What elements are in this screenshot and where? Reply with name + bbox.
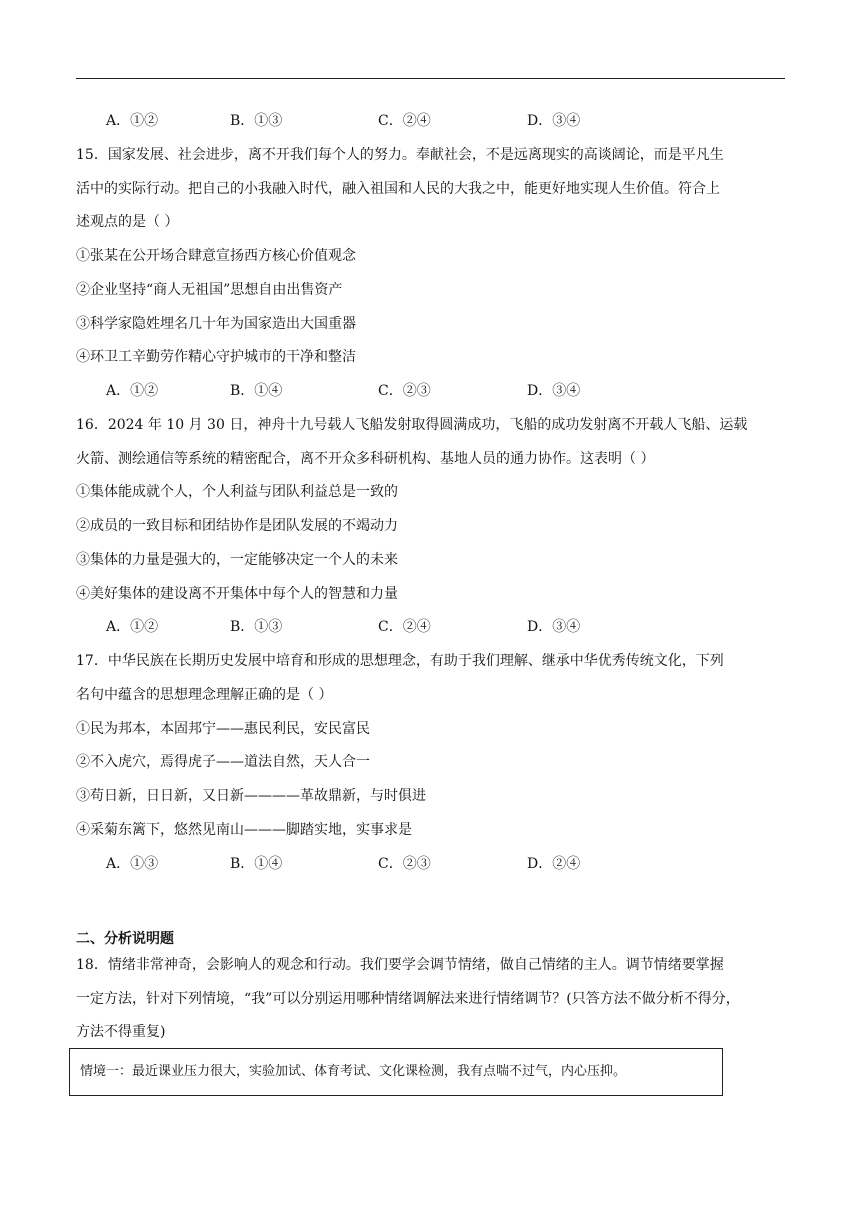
q15-option-a: A．①② — [106, 383, 159, 399]
q17-stem-line-2: 名句中蕴含的思想理念理解正确的是（ ） — [76, 687, 333, 703]
q17-stem-line-1: 17．中华民族在长期历史发展中培育和形成的思想理念，有助于我们理解、继承中华优秀传统文化，下列 — [76, 653, 724, 669]
q15-statement-2: ②企业坚持“商人无祖国”思想自由出售资产 — [76, 282, 343, 298]
q16-stem-line-2: 火箭、测绘通信等系统的精密配合，离不开众多科研机构、基地人员的通力协作。这表明（ ） — [76, 451, 655, 467]
q17-statement-2: ②不入虎穴，焉得虎子——道法自然，天人合一 — [76, 754, 370, 770]
q14-option-d: D．③④ — [527, 113, 581, 129]
q16-option-b: B．①③ — [230, 619, 283, 635]
q17-option-b: B．①④ — [230, 856, 283, 872]
q16-option-c: C．②④ — [378, 619, 431, 635]
q15-statement-1: ①张某在公开场合肆意宣扬西方核心价值观念 — [76, 248, 356, 264]
q15-stem-line-2: 活中的实际行动。把自己的小我融入时代，融入祖国和人民的大我之中，能更好地实现人生价值。符合上 — [76, 181, 720, 197]
q15-option-c: C．②③ — [378, 383, 431, 399]
section-title: 二、分析说明题 — [76, 931, 174, 947]
q15-option-b: B．①④ — [230, 383, 283, 399]
q15-stem-line-3: 述观点的是（ ） — [76, 214, 179, 230]
q14-option-c: C．②④ — [378, 113, 431, 129]
q16-statement-4: ④美好集体的建设离不开集体中每个人的智慧和力量 — [76, 586, 398, 602]
q17-option-d: D．②④ — [527, 856, 581, 872]
q15-statement-3: ③科学家隐姓埋名几十年为国家造出大国重器 — [76, 316, 356, 332]
q15-statement-4: ④环卫工辛勤劳作精心守护城市的干净和整洁 — [76, 349, 356, 365]
q16-statement-2: ②成员的一致目标和团结协作是团队发展的不竭动力 — [76, 518, 398, 534]
q16-stem-line-1: 16．2024 年 10 月 30 日，神舟十九号载人飞船发射取得圆满成功，飞船的成功发射离不开载人飞船、运载 — [76, 417, 748, 433]
q14-option-a: A．①② — [106, 113, 159, 129]
q17-statement-3: ③苟日新，日日新，又日新————革故鼎新，与时俱进 — [76, 788, 426, 804]
q15-stem-line-1: 15．国家发展、社会进步，离不开我们每个人的努力。奉献社会，不是远离现实的高谈阔论，而是平凡生 — [76, 147, 724, 163]
scenario-1-text: 情境一：最近课业压力很大，实验加试、体育考试、文化课检测，我有点喘不过气，内心压抑。 — [80, 1064, 627, 1079]
q14-option-b: B．①③ — [230, 113, 283, 129]
q18-stem-line-1: 18．情绪非常神奇，会影响人的观念和行动。我们要学会调节情绪，做自己情绪的主人。调节情绪要掌握 — [76, 957, 724, 973]
q17-option-c: C．②③ — [378, 856, 431, 872]
q18-stem-line-2: 一定方法，针对下列情境，“我”可以分别运用哪种情绪调解法来进行情绪调节？(只答方法不做分析不得分， — [76, 991, 740, 1007]
q16-statement-3: ③集体的力量是强大的，一定能够决定一个人的未来 — [76, 552, 398, 568]
q18-stem-line-3: 方法不得重复) — [76, 1024, 166, 1040]
q17-statement-4: ④采菊东篱下，悠然见南山———脚踏实地，实事求是 — [76, 822, 412, 838]
q15-option-d: D．③④ — [527, 383, 581, 399]
q16-option-d: D．③④ — [527, 619, 581, 635]
q16-statement-1: ①集体能成就个人，个人利益与团队利益总是一致的 — [76, 484, 398, 500]
q16-option-a: A．①② — [106, 619, 159, 635]
scenario-box — [69, 1048, 723, 1096]
q17-statement-1: ①民为邦本，本固邦宁——惠民利民，安民富民 — [76, 721, 370, 737]
q17-option-a: A．①③ — [106, 856, 159, 872]
header-rule — [76, 78, 785, 79]
